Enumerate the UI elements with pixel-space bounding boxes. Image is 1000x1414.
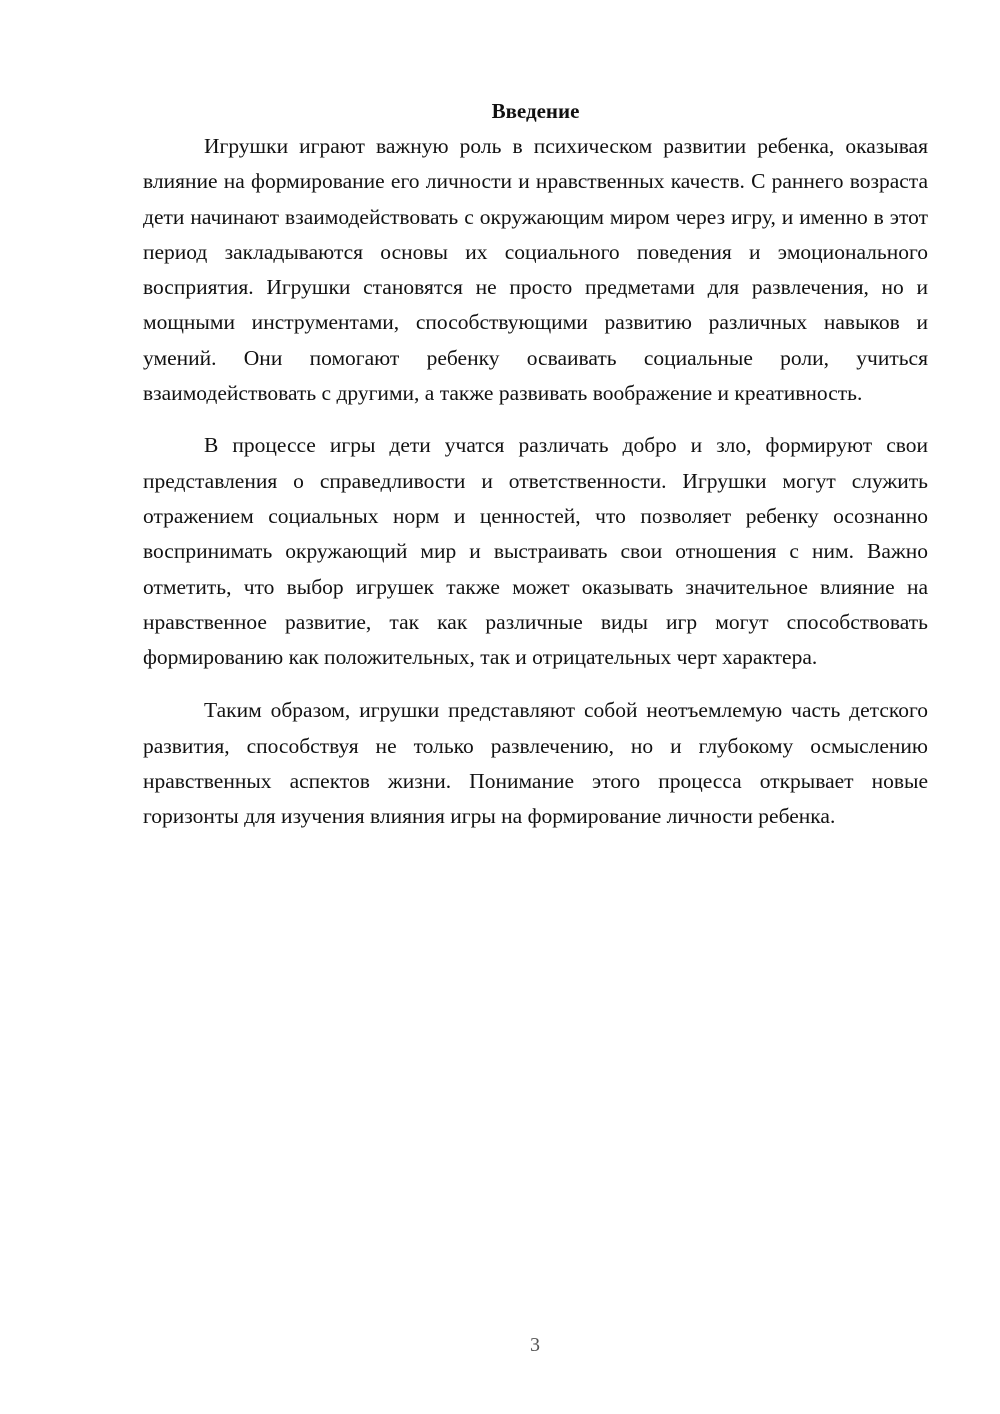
section-title: Введение xyxy=(491,99,580,123)
page-number: 3 xyxy=(530,1334,540,1356)
paragraph-2: В процессе игры дети учатся различать добро и зло, формируют свои представления о справедливости и ответственности. Игрушки могут служить отражением социальных норм и ценностей, что позволяет ребенку осознанно воспринимать окружающий мир и выстраивать свои отношения с ним. Важно отметить, что выбор игрушек также может оказывать значительное влияние на нравственное развитие, так как различные виды игр могут способствовать формированию как положительных, так и отрицательных черт характера. xyxy=(143,433,928,670)
paragraph-3: Таким образом, игрушки представляют собой неотъемлемую часть детского развития, способствуя не только развлечению, но и глубокому осмыслению нравственных аспектов жизни. Понимание этого процесса открывает новые горизонты для изучения влияния игры на формирование личности ребенка. xyxy=(143,698,928,829)
page-content xyxy=(143,94,928,835)
paragraph-1: Игрушки играют важную роль в психическом развитии ребенка, оказывая влияние на формирование его личности и нравственных качеств. С раннего возраста дети начинают взаимодействовать с окружающим миром через игру, и именно в этот период закладываются основы их социального поведения и эмоционального восприятия. Игрушки становятся не просто предметами для развлечения, но и мощными инструментами, способствующими развитию различных навыков и умений. Они помогают ребенку осваивать социальные роли, учиться взаимодействовать с другими, а также развивать воображение и креативность. xyxy=(143,134,928,406)
